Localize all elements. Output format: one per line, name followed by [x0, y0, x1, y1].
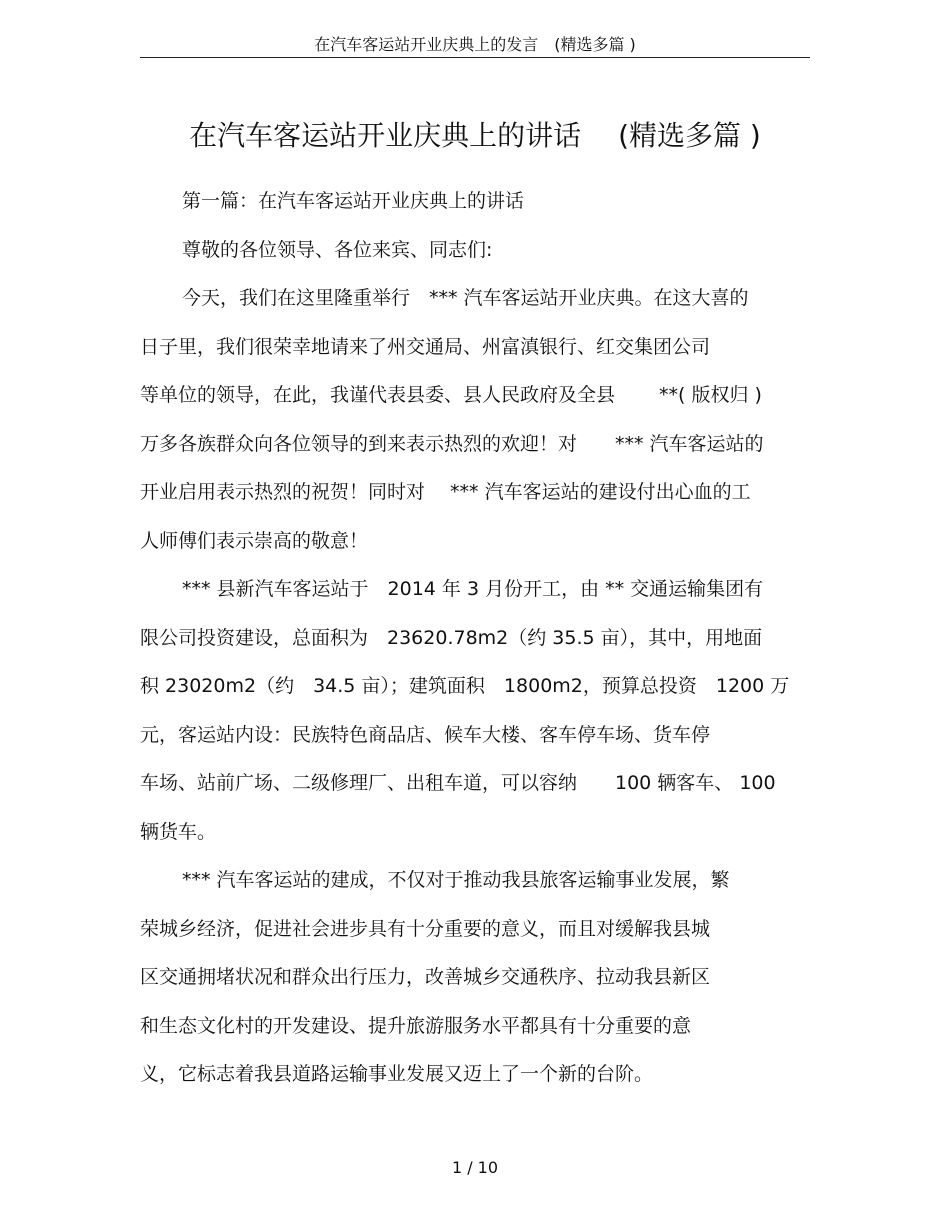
text-line: 荣城乡经济，促进社会进步具有十分重要的意义，而且对缓解我县城 — [140, 917, 711, 940]
page-number: 1 / 10 — [451, 1158, 499, 1177]
text-line: 元，客运站内设：民族特色商品店、候车大楼、客车停车场、货车停 — [140, 723, 711, 746]
text-line: 万多各族群众向各位领导的到来表示热烈的欢迎！对 *** 汽车客运站的 — [140, 432, 764, 455]
text-line: 和生态文化村的开发建设、提升旅游服务水平都具有十分重要的意 — [140, 1014, 692, 1037]
text-line: 日子里，我们很荣幸地请来了州交通局、州富滇银行、红交集团公司 — [140, 335, 711, 358]
text-line: 限公司投资建设，总面积为 23620.78m2（约 35.5 亩），其中，用地面 — [140, 626, 763, 649]
header-divider — [140, 57, 810, 58]
text-line: *** 汽车客运站的建成，不仅对于推动我县旅客运输事业发展，繁 — [182, 869, 730, 891]
text-line: 人师傅们表示崇高的敬意！ — [140, 529, 369, 552]
text-line: 义，它标志着我县道路运输事业发展又迈上了一个新的台阶。 — [140, 1063, 654, 1085]
salutation: 尊敬的各位领导、各位来宾、同志们: — [182, 238, 493, 261]
text-line: 辆货车。 — [140, 820, 217, 843]
running-header: 在汽车客运站开业庆典上的发言 (精选多篇 ) — [314, 35, 636, 54]
text-line: 开业启用表示热烈的祝贺！同时对 *** 汽车客运站的建设付出心血的工 — [140, 481, 751, 503]
section-heading: 第一篇：在汽车客运站开业庆典上的讲话 — [182, 190, 525, 212]
document-body — [140, 177, 810, 1099]
document-title: 在汽车客运站开业庆典上的讲话 (精选多篇 ) — [189, 119, 761, 152]
text-line: 今天，我们在这里隆重举行 *** 汽车客运站开业庆典。在这大喜的 — [182, 287, 749, 309]
text-line: *** 县新汽车客运站于 2014 年 3 月份开工，由 ** 交通运输集团有 — [182, 578, 764, 600]
text-line: 区交通拥堵状况和群众出行压力，改善城乡交通秩序、拉动我县新区 — [140, 966, 711, 988]
text-line: 车场、站前广场、二级修理厂、出租车道，可以容纳 100 辆客车、 100 — [140, 772, 776, 794]
text-line: 等单位的领导，在此，我谨代表县委、县人民政府及全县 **( 版权归 ) — [140, 384, 762, 406]
text-line: 积 23020m2（约 34.5 亩）；建筑面积 1800m2，预算总投资 1200 万 — [140, 675, 790, 697]
